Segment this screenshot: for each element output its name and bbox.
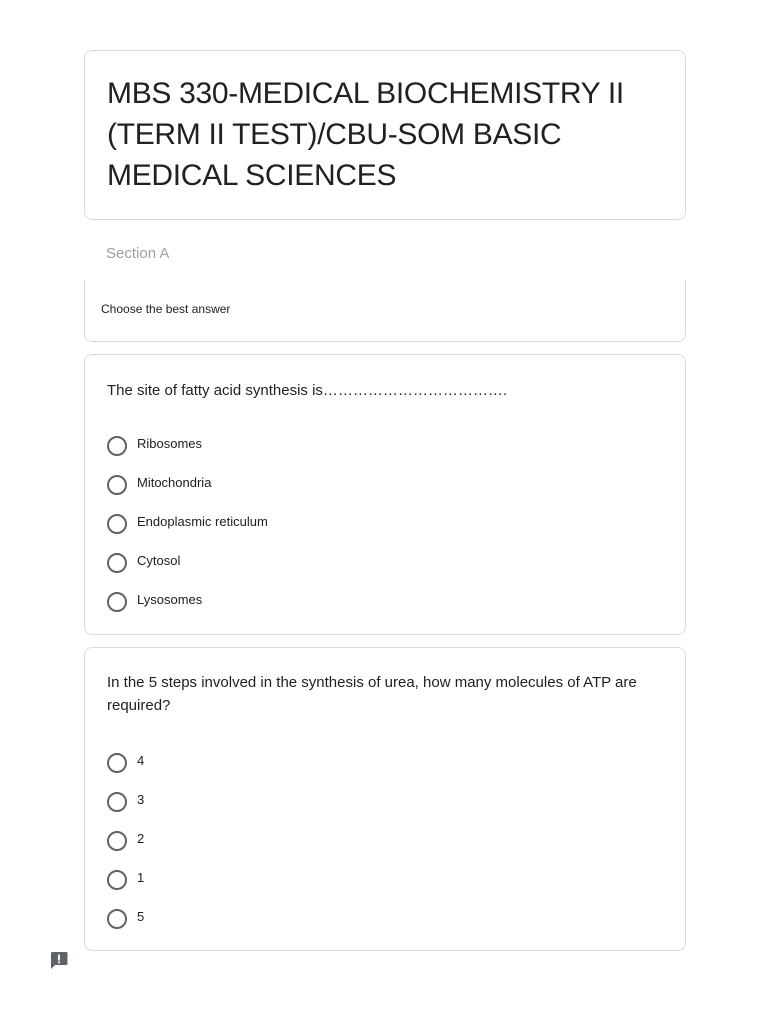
radio-button[interactable] <box>107 792 127 812</box>
question-text: The site of fatty acid synthesis is………………………………. <box>107 382 508 399</box>
option-label: 4 <box>137 753 145 768</box>
section-description-card <box>84 280 686 342</box>
question-text: In the 5 steps involved in the synthesis of urea, how many molecules of ATP are required? <box>107 674 637 714</box>
option-ribosomes[interactable] <box>107 426 665 465</box>
report-feedback-button[interactable] <box>49 950 69 970</box>
section-label: Section A <box>106 245 170 262</box>
option-label: Ribosomes <box>137 436 203 451</box>
radio-button[interactable] <box>107 436 127 456</box>
option-mitochondria[interactable] <box>107 465 665 504</box>
option-label: Cytosol <box>137 553 181 568</box>
report-feedback-icon <box>49 950 69 970</box>
options-list <box>107 426 665 621</box>
option-label: Endoplasmic reticulum <box>137 514 268 529</box>
section-description: Choose the best answer <box>101 302 231 316</box>
radio-button[interactable] <box>107 592 127 612</box>
radio-button[interactable] <box>107 870 127 890</box>
option-label: 2 <box>137 831 145 846</box>
options-list <box>107 743 665 938</box>
option-endoplasmic-reticulum[interactable] <box>107 504 665 543</box>
option-label: 5 <box>137 909 145 924</box>
option-label: 3 <box>137 792 145 807</box>
option-label: 1 <box>137 870 145 885</box>
option-label: Lysosomes <box>137 592 203 607</box>
radio-button[interactable] <box>107 909 127 929</box>
question-card <box>84 647 686 951</box>
radio-button[interactable] <box>107 553 127 573</box>
option-lysosomes[interactable] <box>107 582 665 621</box>
question-card <box>84 354 686 635</box>
form-title: MBS 330-MEDICAL BIOCHEMISTRY II (TERM II TEST)/CBU-SOM BASIC MEDICAL SCIENCES <box>107 77 624 192</box>
option-1[interactable] <box>107 860 665 899</box>
option-4[interactable] <box>107 743 665 782</box>
option-label: Mitochondria <box>137 475 212 490</box>
option-5[interactable] <box>107 899 665 938</box>
radio-button[interactable] <box>107 831 127 851</box>
option-2[interactable] <box>107 821 665 860</box>
form-header-card <box>84 50 686 220</box>
option-3[interactable] <box>107 782 665 821</box>
radio-button[interactable] <box>107 475 127 495</box>
radio-button[interactable] <box>107 753 127 773</box>
option-cytosol[interactable] <box>107 543 665 582</box>
radio-button[interactable] <box>107 514 127 534</box>
